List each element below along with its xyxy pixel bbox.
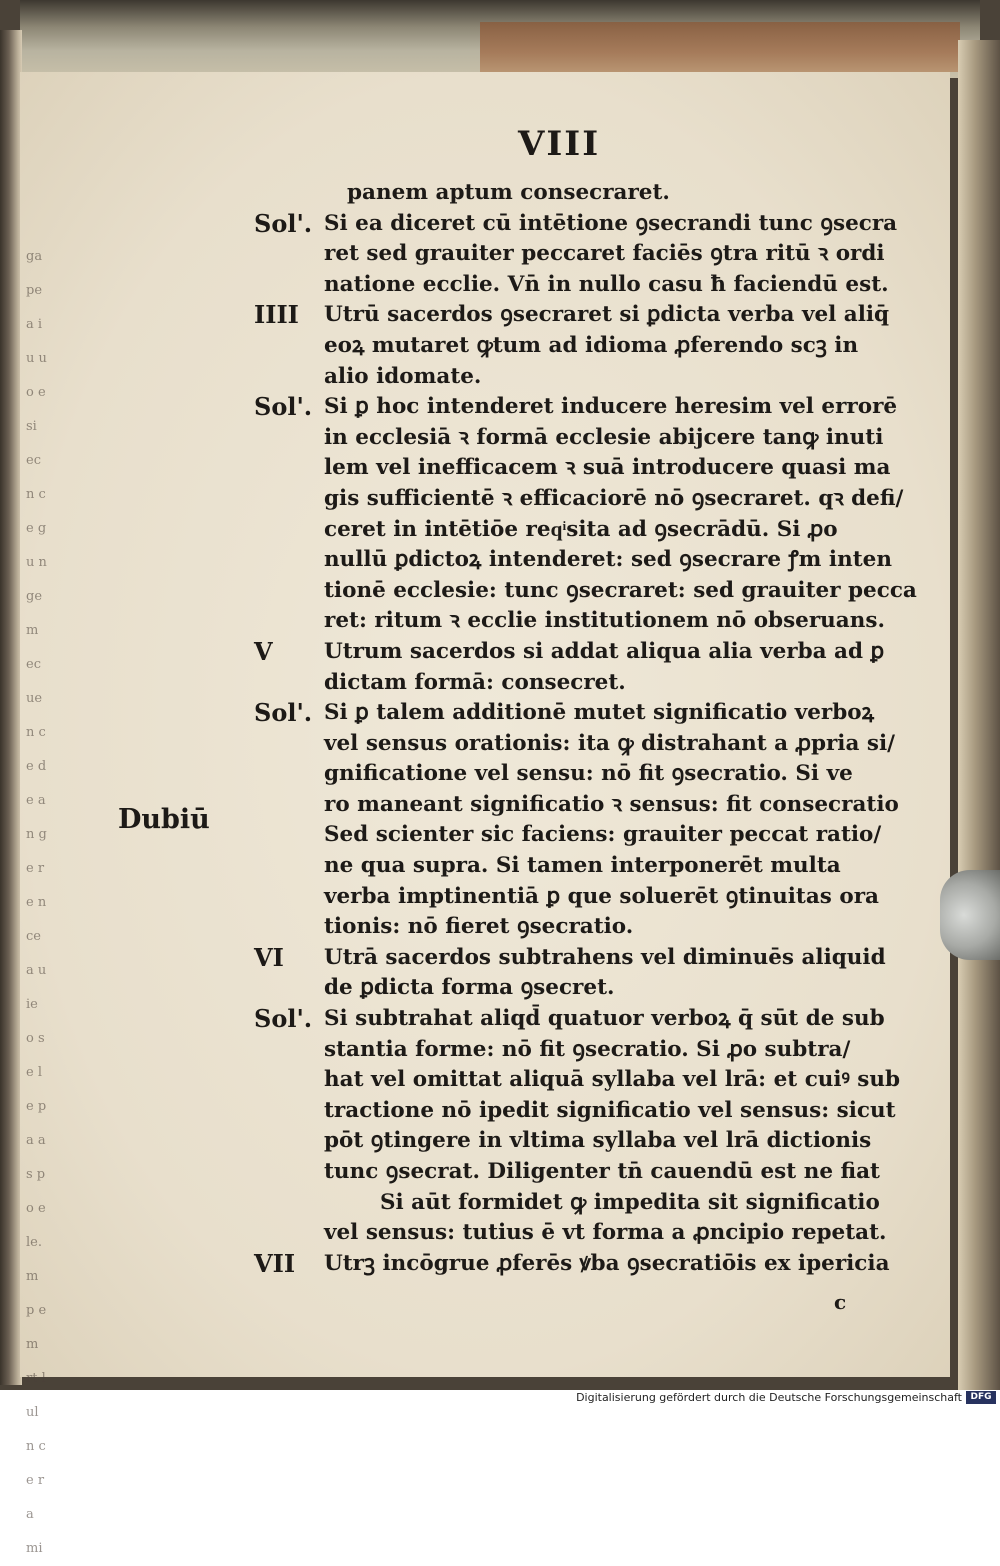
previous-page-margin-text: ga pe a i u uo e si ec n ce gu n ge m ec ue n ce de a n ge re n ce a u ie o se le pa a s p o ele. m p e m rt l ul n ce ra mi — [26, 249, 47, 1556]
text-line — [0, 1035, 1000, 1066]
line-text: panem aptum consecraret. — [347, 180, 670, 205]
text-line — [0, 392, 1000, 423]
line-text: dictam formā: consecret. — [324, 669, 626, 695]
line-text: tractione nō ipedit significatio vel sensus: sicut — [324, 1097, 896, 1123]
line-text: eoꝝ mutaret ꝙtum ad idioma ꝓferendo scꝫ in — [324, 332, 859, 358]
text-line — [0, 1065, 1000, 1096]
text-line — [0, 1096, 1000, 1127]
text-line — [0, 1188, 1000, 1219]
text-line — [0, 606, 1000, 637]
line-label: Sol'. — [254, 698, 313, 728]
text-line — [0, 453, 1000, 484]
text-line — [0, 637, 1000, 668]
text-line — [0, 882, 1000, 913]
line-text: Si subtrahat aliqd̄ quatuor verboꝝ q̄ sūt de sub — [324, 1006, 885, 1032]
line-text: ret: ritum ꝛ ecclie institutionem nō obseruans. — [324, 608, 885, 634]
text-line — [0, 698, 1000, 729]
text-line — [0, 423, 1000, 454]
text-line — [0, 178, 1000, 209]
text-line — [0, 1157, 1000, 1188]
line-text: Utrum sacerdos si addat aliqua alia verba ad ꝑ — [324, 638, 885, 664]
line-text: Si aūt formidet ꝙ impedita sit significatio — [380, 1189, 880, 1215]
line-label: Sol'. — [254, 208, 313, 238]
line-text: tunc ꝯsecrat. Diligenter tn̄ cauendū est ne fiat — [324, 1159, 880, 1184]
line-text: Utrꝫ incōgrue ꝓferēs ꝟba ꝯsecratiōis ex ipericia — [324, 1250, 890, 1276]
line-text: nullū ꝑdictoꝝ intenderet: sed ꝯsecrare ꝭm inten — [324, 547, 892, 573]
line-label: Sol'. — [254, 1004, 313, 1034]
text-line — [0, 1126, 1000, 1157]
dfg-logo: DFG — [966, 1391, 996, 1404]
text-line — [0, 943, 1000, 974]
text-line — [0, 912, 1000, 943]
text-line — [0, 1004, 1000, 1035]
line-label: VII — [254, 1248, 296, 1278]
text-line — [0, 331, 1000, 362]
text-line — [0, 1249, 1000, 1280]
line-text: hat vel omittat aliquā syllaba vel lrā: et cuiꝰ sub — [324, 1067, 901, 1093]
line-text: ceret in intētiōe reqͥsita ad ꝯsecrādū. Si ꝓo — [324, 516, 838, 542]
line-text: Si ꝑ hoc intenderet inducere heresim vel errorē — [324, 394, 898, 420]
text-line — [0, 270, 1000, 301]
line-text: vel sensus: tutius ē vt forma a ꝓncipio repetat. — [324, 1220, 887, 1246]
book-top-edge-leather — [480, 22, 960, 72]
text-line — [0, 729, 1000, 760]
text-line — [0, 300, 1000, 331]
text-line — [0, 362, 1000, 393]
line-text: pōt ꝯtingere in vltima syllaba vel lrā dictionis — [324, 1128, 872, 1154]
line-text: Si ꝑ talem additionē mutet significatio verboꝝ — [324, 700, 875, 726]
line-text: verba imptinentiā ꝑ que soluerēt ꝯtinuitas ora — [324, 883, 879, 909]
text-line — [0, 973, 1000, 1004]
line-text: de ꝑdicta forma ꝯsecret. — [324, 975, 615, 1001]
margin-note: Dubiū — [118, 804, 210, 835]
line-text: ro maneant significatio ꝛ sensus: fit consecratio — [324, 791, 899, 817]
line-text: ret sed grauiter peccaret faciēs ꝯtra ritū ꝛ ordi — [324, 241, 885, 267]
line-label: IIII — [254, 300, 299, 330]
line-text: vel sensus orationis: ita ꝙ distrahant a ꝓpria si/ — [324, 730, 896, 756]
line-text: Utrū sacerdos ꝯsecraret si ꝑdicta verba vel aliq̄ — [324, 302, 890, 328]
line-label: VI — [254, 942, 284, 972]
text-line — [0, 759, 1000, 790]
text-line — [0, 239, 1000, 270]
footer-credit: Digitalisierung gefördert durch die Deutsche Forschungsgemeinschaft — [576, 1391, 962, 1404]
line-text: Sed scienter sic faciens: grauiter peccat ratio/ — [324, 822, 882, 848]
line-text: tionis: nō fieret ꝯsecratio. — [324, 914, 634, 940]
text-line — [0, 545, 1000, 576]
line-text: gis sufficientē ꝛ efficaciorē nō ꝯsecraret. qꝛ defi/ — [324, 485, 904, 511]
line-text: alio idomate. — [324, 363, 482, 389]
text-line — [0, 576, 1000, 607]
line-text: lem vel inefficacem ꝛ suā introducere quasi ma — [324, 455, 891, 481]
text-line — [0, 484, 1000, 515]
line-text: ne qua supra. Si tamen interponerēt multa — [324, 853, 841, 879]
line-text: gnificatione vel sensu: nō fit ꝯsecratio. Si ve — [324, 761, 853, 787]
line-text: in ecclesiā ꝛ formā ecclesie abijcere tanꝙ inuti — [324, 424, 884, 450]
text-block — [0, 178, 1000, 1279]
text-line — [0, 668, 1000, 699]
folio-number: VIII — [518, 124, 601, 164]
text-line — [0, 1218, 1000, 1249]
line-label: Sol'. — [254, 392, 313, 422]
catchword: c — [834, 1290, 847, 1314]
line-text: natione ecclie. Vn̄ in nullo casu ħ faciendū est. — [324, 271, 889, 297]
text-line — [0, 515, 1000, 546]
line-text: Si ea diceret cū intētione ꝯsecrandi tunc ꝯsecra — [324, 210, 898, 236]
clasp-glare — [940, 870, 1000, 960]
text-line — [0, 209, 1000, 240]
text-line — [0, 851, 1000, 882]
line-text: tionē ecclesie: tunc ꝯsecraret: sed grauiter pecca — [324, 577, 917, 603]
line-text: stantia forme: nō fit ꝯsecratio. Si ꝓo subtra/ — [324, 1036, 851, 1062]
line-label: V — [254, 636, 273, 666]
line-text: Utrā sacerdos subtrahens vel diminuēs aliquid — [324, 944, 886, 970]
